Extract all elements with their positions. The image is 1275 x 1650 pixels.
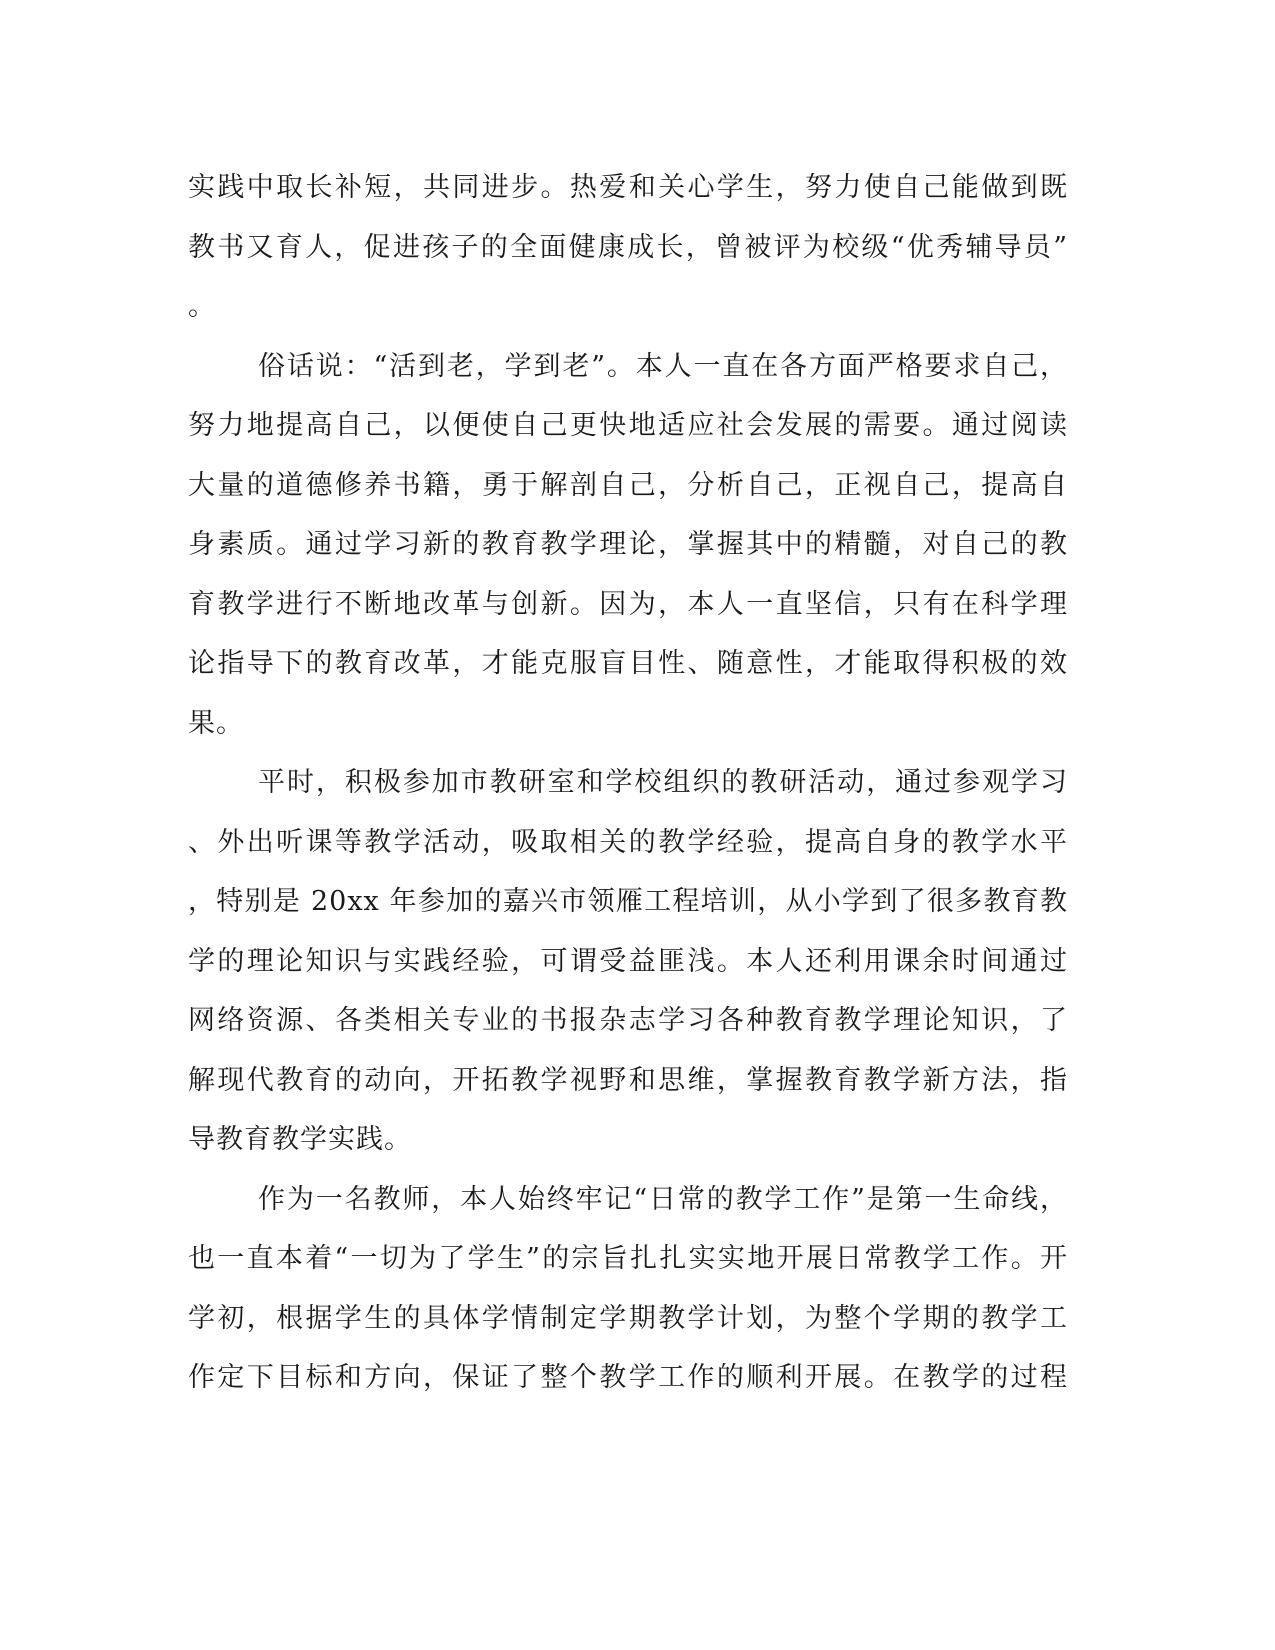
text-line: 论指导下的教育改革，才能克服盲目性、随意性，才能取得积极的效 [188,648,1068,679]
document-body [188,158,1068,1408]
text-line: 。 [188,291,216,322]
paragraph-start-line: 俗话说：“活到老，学到老”。本人一直在各方面严格要求自己， [258,350,1068,382]
text-line: ，特别是 20xx 年参加的嘉兴市领雁工程培训，从小学到了很多教育教 [188,886,1068,917]
text-line: 解现代教育的动向，开拓教学视野和思维，掌握教育教学新方法，指 [188,1064,1068,1096]
text-line: 育教学进行不断地改革与创新。因为，本人一直坚信，只有在科学理 [188,588,1068,620]
text-line: 果。 [188,707,244,739]
text-line: 大量的道德修养书籍，勇于解剖自己，分析自己，正视自己，提高自 [188,469,1068,501]
paragraph-start-line: 平时，积极参加市教研室和学校组织的教研活动，通过参观学习 [258,767,1068,798]
text-line: 也一直本着“一切为了学生”的宗旨扎扎实实地开展日常教学工作。开 [188,1243,1068,1274]
text-line: 身素质。通过学习新的教育教学理论，掌握其中的精髓，对自己的教 [188,529,1068,560]
paragraph-start-line: 作为一名教师，本人始终牢记“日常的教学工作”是第一生命线， [258,1183,1068,1215]
text-line: 学初，根据学生的具体学情制定学期教学计划，为整个学期的教学工 [188,1302,1068,1334]
text-line: 作定下目标和方向，保证了整个教学工作的顺利开展。在教学的过程 [188,1362,1068,1393]
text-line: 、外出听课等教学活动，吸取相关的教学经验，提高自身的教学水平 [188,826,1068,858]
text-line: 教书又育人，促进孩子的全面健康成长，曾被评为校级“优秀辅导员” [188,231,1068,263]
text-line: 导教育教学实践。 [188,1124,412,1155]
text-line: 努力地提高自己，以便使自己更快地适应社会发展的需要。通过阅读 [188,410,1068,441]
text-line: 学的理论知识与实践经验，可谓受益匪浅。本人还利用课余时间通过 [188,945,1068,977]
text-line: 实践中取长补短，共同进步。热爱和关心学生，努力使自己能做到既 [188,172,1068,203]
text-line: 网络资源、各类相关专业的书报杂志学习各种教育教学理论知识，了 [188,1005,1068,1036]
